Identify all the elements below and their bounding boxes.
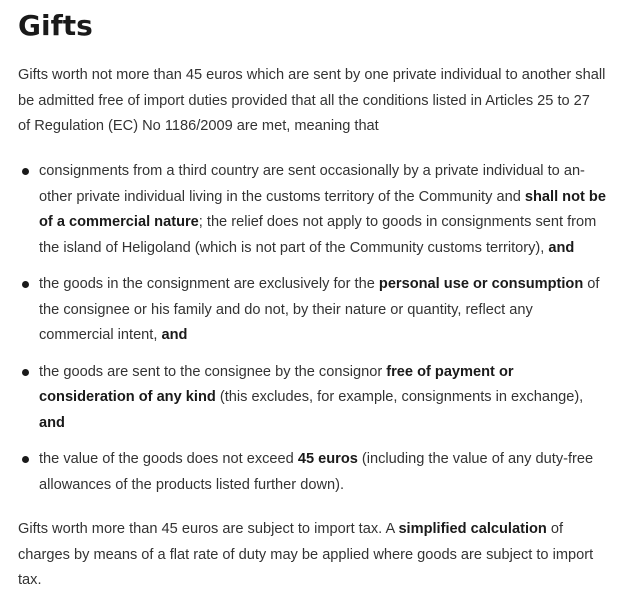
outro-text: of charges by means of a flat rate of duty may be applied where goods are subject to import tax. [18, 521, 594, 588]
bullet-icon [22, 281, 29, 288]
item-bold-text: and [548, 239, 575, 256]
conditions-list [18, 159, 608, 509]
item-bold-text: free of payment or consideration of any kind [39, 363, 514, 405]
item-bold-text: shall not be of a commercial nature [39, 188, 606, 230]
item-text: the value of the goods does not exceed [39, 451, 298, 467]
outro-text: Gifts worth more than 45 euros are subject to import tax. A [18, 521, 399, 537]
item-text: consignments from a third country are sent occasionally by a private individual to an-other private individual living in the customs territory of the Community and [39, 163, 585, 205]
item-text: (including the value of any duty-free allowances of the products listed further down). [39, 451, 594, 493]
item-bold-text: personal use or consumption [378, 276, 584, 292]
list-item [18, 360, 608, 437]
bullet-icon [22, 456, 29, 463]
item-text: ; the relief does not apply to goods in consignments sent from the island of Heligoland (which is not part of the Community customs territory), [39, 214, 597, 256]
item-text: the goods are sent to the consignee by the consignor [39, 363, 387, 380]
list-item [18, 159, 608, 261]
item-text: (this excludes, for example, consignments in exchange), [215, 389, 584, 405]
item-text: of the consignee or his family and do not, by their nature or quantity, reflect any commercial intent, [39, 276, 600, 343]
page-title: Gifts [18, 9, 93, 42]
bullet-icon [22, 369, 29, 376]
list-item [18, 447, 608, 498]
outro-bold-text: simplified calculation [398, 521, 547, 537]
item-bold-text: 45 euros [297, 451, 358, 467]
item-bold-text: and [39, 414, 65, 431]
outro-paragraph [18, 517, 606, 594]
bullet-icon [22, 168, 29, 175]
list-item [18, 272, 608, 349]
item-bold-text: and [161, 327, 188, 343]
item-text: the goods in the consignment are exclusively for the [39, 276, 379, 292]
intro-paragraph: Gifts worth not more than 45 euros which are sent by one private individual to another shall be admitted free of import duties provided that all the conditions listed in Articles 25 to 27 of Regulation (EC) No 1186/2009 are met, meaning that [18, 67, 606, 134]
